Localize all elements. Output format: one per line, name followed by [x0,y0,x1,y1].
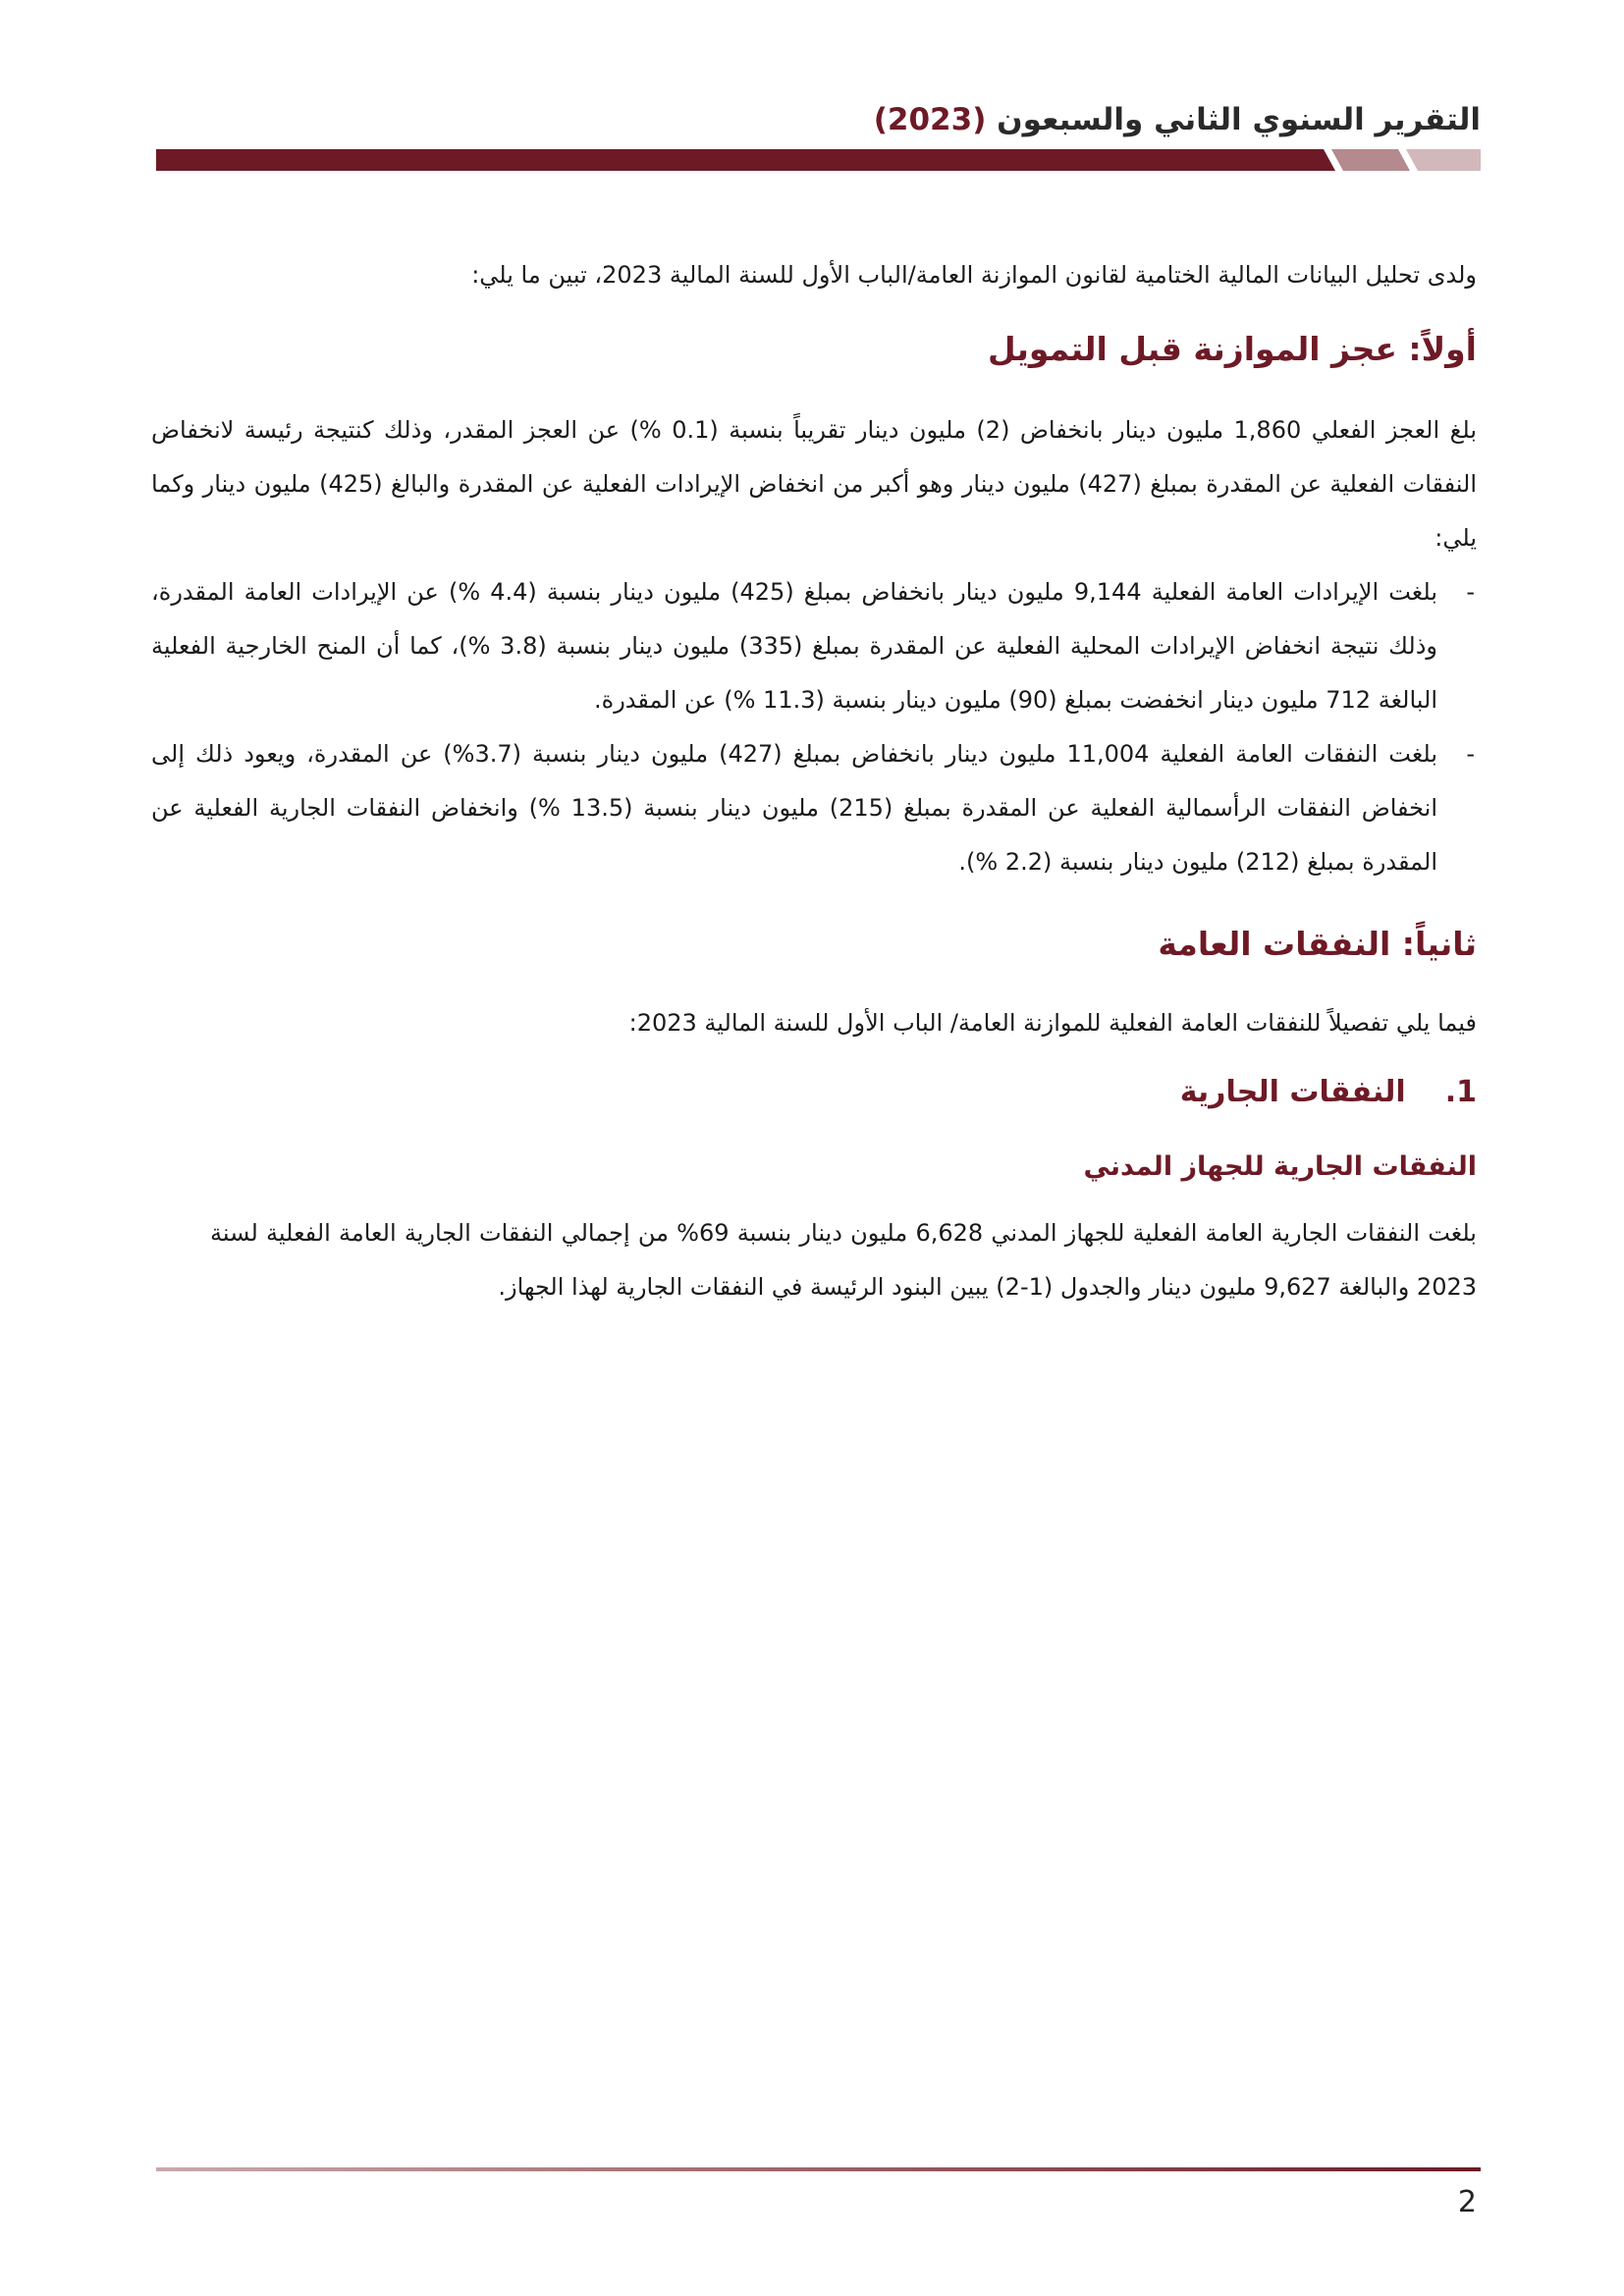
bullet-text: بلغت الإيرادات العامة الفعلية 9,144 مليون دينار بانخفاض بمبلغ (425) مليون دينار بنسبة (4.4 %) عن الإيرادات العامة المقدرة، وذلك نتيجة انخفاض الإيرادات المحلية الفعلية عن المقدرة بمبلغ (335) مليون دينار بنسبة (3.8 %)، كما أن المنح الخارجية الفعلية البالغة 712 مليون دينار انخفضت بمبلغ (90) مليون دينار بنسبة (11.3 %) عن المقدرة. [151,578,1437,714]
section-2-intro: فيما يلي تفصيلاً للنفقات العامة الفعلية للموازنة العامة/ الباب الأول للسنة المالية 2023: [628,1009,1477,1037]
section-1-paragraph: بلغ العجز الفعلي 1,860 مليون دينار بانخفاض (2) مليون دينار تقريباً بنسبة (0.1 %) عن العجز المقدر، وذلك كنتيجة رئيسة لانخفاض النفقات الفعلية عن المقدرة بمبلغ (427) مليون دينار وهو أكبر من انخفاض الإيرادات الفعلية عن المقدرة والبالغ (425) مليون دينار وكما يلي: [151,416,1478,552]
bullet-text: بلغت النفقات العامة الفعلية 11,004 مليون دينار بانخفاض بمبلغ (427) مليون دينار بنسبة (3.7%) عن المقدرة، ويعود ذلك إلى انخفاض النفقات الرأسمالية الفعلية عن المقدرة بمبلغ (215) مليون دينار بنسبة (13.5 %) وانخفاض النفقات الجارية الفعلية عن المقدرة بمبلغ (212) مليون دينار بنسبة (2.2 %). [151,740,1438,876]
footer-divider-line [156,2167,1481,2171]
report-year: (2023) [873,102,987,137]
subsection-1-paragraph: بلغت النفقات الجارية العامة الفعلية للجهاز المدني 6,628 مليون دينار بنسبة 69% من إجمالي النفقات الجارية العامة الفعلية لسنة 2023 والبالغة 9,627 مليون دينار والجدول (1-2) يبين البنود الرئيسة في النفقات الجارية لهذا الجهاز. [210,1219,1477,1301]
list-item [151,727,1477,889]
subsection-title: النفقات الجارية [1179,1075,1406,1109]
bullet-mark: - [1466,578,1475,606]
header-bar-graphic [156,149,1481,171]
page-number: 2 [1457,2185,1477,2219]
header-decorative-bar [156,149,1481,171]
footer-divider [156,2157,1481,2161]
header-bar-main [156,149,1335,171]
subsection-1-heading [1180,1075,1477,1109]
section-1-bullet-list [151,565,1477,889]
footer-divider-graphic [156,2167,1481,2171]
subsection-1-subheading: النفقات الجارية للجهاز المدني [1083,1151,1477,1182]
report-title [874,102,1481,137]
section-2-heading: ثانياً: النفقات العامة [1158,925,1477,963]
list-item [151,565,1477,727]
header-bar-stripe-1 [1331,149,1410,171]
header-bar-stripe-2 [1406,149,1481,171]
intro-paragraph: ولدى تحليل البيانات المالية الختامية لقانون الموازنة العامة/الباب الأول للسنة المالية 2023، تبين ما يلي: [471,261,1477,289]
subsection-number: 1. [1444,1075,1477,1109]
bullet-mark: - [1466,740,1475,768]
section-1-heading: أولاً: عجز الموازنة قبل التمويل [988,330,1477,368]
report-title-text: التقرير السنوي الثاني والسبعون [997,102,1481,137]
